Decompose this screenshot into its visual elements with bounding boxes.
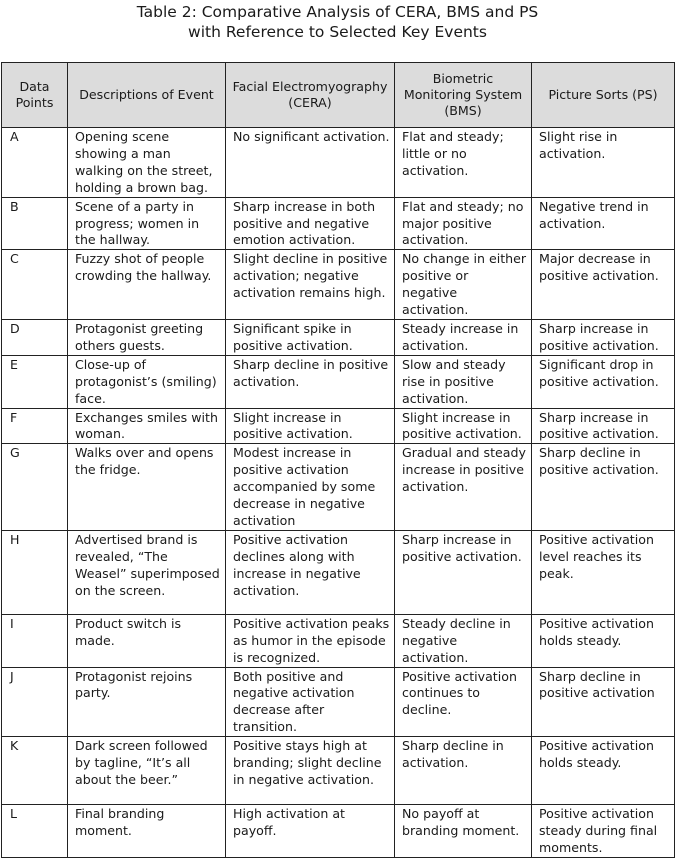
bms-cell: Steady decline in negative activation. <box>395 614 532 667</box>
event-description-cell: Exchanges smiles with woman. <box>68 408 226 444</box>
bms-cell: Sharp decline in activation. <box>395 737 532 805</box>
cera-cell: High activation at payoff. <box>226 805 395 858</box>
table-title <box>0 2 675 42</box>
bms-cell: No payoff at branding moment. <box>395 805 532 858</box>
cera-cell: Positive stays high at branding; slight decline in negative activation. <box>226 737 395 805</box>
event-description-cell: Product switch is made. <box>68 614 226 667</box>
data-point-cell: B <box>2 197 68 250</box>
cera-cell: No significant activation. <box>226 128 395 198</box>
table-row <box>2 667 675 737</box>
data-point-cell: C <box>2 250 68 320</box>
table-row <box>2 408 675 444</box>
data-point-cell: F <box>2 408 68 444</box>
cera-cell: Sharp decline in positive activation. <box>226 355 395 408</box>
header-ps: Picture Sorts (PS) <box>532 63 675 128</box>
table-row <box>2 530 675 614</box>
data-point-cell: E <box>2 355 68 408</box>
event-description-cell: Scene of a party in progress; women in the hallway. <box>68 197 226 250</box>
bms-cell: Flat and steady; little or no activation. <box>395 128 532 198</box>
ps-cell: Sharp decline in positive activation <box>532 667 675 737</box>
table-row <box>2 614 675 667</box>
bms-cell: Slight increase in positive activation. <box>395 408 532 444</box>
bms-cell: No change in either positive or negative activation. <box>395 250 532 320</box>
header-row <box>2 63 675 128</box>
cera-cell: Positive activation peaks as humor in the episode is recognized. <box>226 614 395 667</box>
header-cera: Facial Electromyography (CERA) <box>226 63 395 128</box>
event-description-cell: Protagonist rejoins party. <box>68 667 226 737</box>
bms-cell: Gradual and steady increase in positive activation. <box>395 444 532 531</box>
event-description-cell: Walks over and opens the fridge. <box>68 444 226 531</box>
header-data-points: Data Points <box>2 63 68 128</box>
table-row <box>2 737 675 805</box>
event-description-cell: Opening scene showing a man walking on the street, holding a brown bag. <box>68 128 226 198</box>
cera-cell: Significant spike in positive activation. <box>226 319 395 355</box>
cera-cell: Modest increase in positive activation accompanied by some decrease in negative activation <box>226 444 395 531</box>
event-description-cell: Protagonist greeting others guests. <box>68 319 226 355</box>
ps-cell: Positive activation steady during final moments. <box>532 805 675 858</box>
cera-cell: Slight decline in positive activation; negative activation remains high. <box>226 250 395 320</box>
data-point-cell: G <box>2 444 68 531</box>
table-row <box>2 250 675 320</box>
event-description-cell: Fuzzy shot of people crowding the hallway. <box>68 250 226 320</box>
data-point-cell: K <box>2 737 68 805</box>
bms-cell: Flat and steady; no major positive activation. <box>395 197 532 250</box>
data-point-cell: A <box>2 128 68 198</box>
comparison-table <box>1 62 675 858</box>
ps-cell: Sharp increase in positive activation. <box>532 408 675 444</box>
ps-cell: Positive activation level reaches its peak. <box>532 530 675 614</box>
event-description-cell: Close-up of protagonist’s (smiling) face. <box>68 355 226 408</box>
table-row <box>2 319 675 355</box>
table-row <box>2 355 675 408</box>
header-bms: Biometric Monitoring System (BMS) <box>395 63 532 128</box>
table-row <box>2 128 675 198</box>
ps-cell: Positive activation holds steady. <box>532 737 675 805</box>
event-description-cell: Advertised brand is revealed, “The Weasel” superimposed on the screen. <box>68 530 226 614</box>
table-row <box>2 444 675 531</box>
data-point-cell: I <box>2 614 68 667</box>
bms-cell: Sharp increase in positive activation. <box>395 530 532 614</box>
table-row <box>2 197 675 250</box>
table-title-line-2: with Reference to Selected Key Events <box>188 23 487 41</box>
ps-cell: Sharp increase in positive activation. <box>532 319 675 355</box>
bms-cell: Steady increase in activation. <box>395 319 532 355</box>
table-title-line-1: Table 2: Comparative Analysis of CERA, BMS and PS <box>136 3 539 21</box>
ps-cell: Sharp decline in positive activation. <box>532 444 675 531</box>
header-descriptions: Descriptions of Event <box>68 63 226 128</box>
ps-cell: Major decrease in positive activation. <box>532 250 675 320</box>
cera-cell: Both positive and negative activation decrease after transition. <box>226 667 395 737</box>
data-point-cell: D <box>2 319 68 355</box>
ps-cell: Slight rise in activation. <box>532 128 675 198</box>
ps-cell: Positive activation holds steady. <box>532 614 675 667</box>
event-description-cell: Final branding moment. <box>68 805 226 858</box>
event-description-cell: Dark screen followed by tagline, “It’s all about the beer.” <box>68 737 226 805</box>
cera-cell: Sharp increase in both positive and negative emotion activation. <box>226 197 395 250</box>
data-point-cell: L <box>2 805 68 858</box>
data-point-cell: J <box>2 667 68 737</box>
cera-cell: Slight increase in positive activation. <box>226 408 395 444</box>
cera-cell: Positive activation declines along with increase in negative activation. <box>226 530 395 614</box>
bms-cell: Slow and steady rise in positive activation. <box>395 355 532 408</box>
ps-cell: Significant drop in positive activation. <box>532 355 675 408</box>
table-row <box>2 805 675 858</box>
ps-cell: Negative trend in activation. <box>532 197 675 250</box>
data-point-cell: H <box>2 530 68 614</box>
bms-cell: Positive activation continues to decline. <box>395 667 532 737</box>
